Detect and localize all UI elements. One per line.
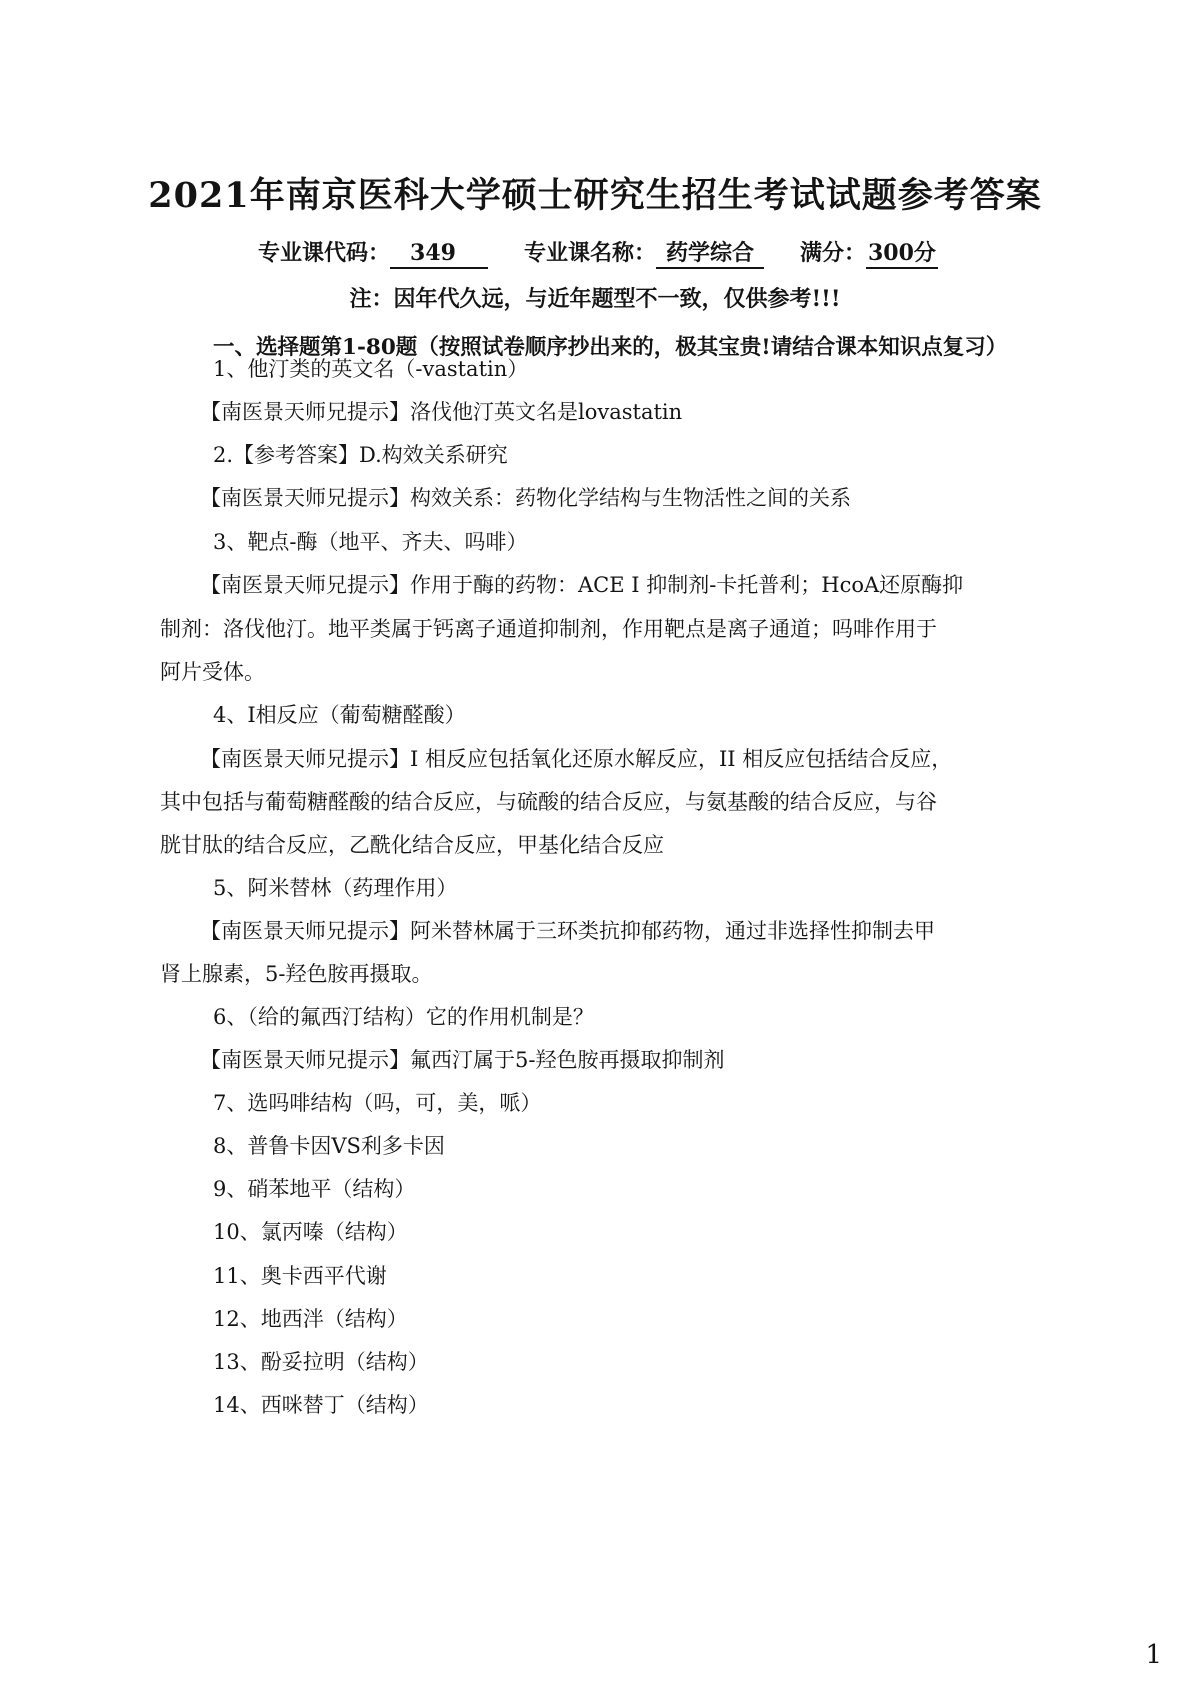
hint-line: 胱甘肽的结合反应，乙酰化结合反应，甲基化结合反应 (160, 833, 664, 857)
question-line: 11、奥卡西平代谢 (213, 1264, 387, 1288)
question-line: 1、他汀类的英文名（-vastatin） (213, 357, 529, 381)
disclaimer-note: 注：因年代久远，与近年题型不一致，仅供参考!!! (349, 286, 841, 312)
course-code-label: 专业课代码： (258, 240, 391, 266)
full-score-label: 满分： (799, 240, 866, 266)
hint-line: 【南医景天师兄提示】氟西汀属于5-羟色胺再摄取抑制剂 (200, 1048, 725, 1072)
question-line: 13、酚妥拉明（结构） (213, 1350, 429, 1374)
hint-line: 其中包括与葡萄糖醛酸的结合反应，与硫酸的结合反应，与氨基酸的结合反应，与谷 (160, 790, 937, 814)
question-line: 5、阿米替林（药理作用） (213, 876, 458, 900)
question-line: 8、普鲁卡因VS利多卡因 (213, 1134, 445, 1158)
document-title: 2021年南京医科大学硕士研究生招生考试试题参考答案 (148, 175, 1042, 216)
exam-meta (258, 236, 938, 269)
question-line: 3、靶点-酶（地平、齐夫、吗啡） (213, 530, 528, 554)
hint-line: 【南医景天师兄提示】I 相反应包括氧化还原水解反应，II 相反应包括结合反应， (200, 747, 953, 771)
hint-line: 阿片受体。 (160, 660, 265, 684)
full-score-value: 300分 (866, 241, 938, 269)
hint-line: 【南医景天师兄提示】作用于酶的药物：ACE I 抑制剂-卡托普利；HcoA还原酶抑 (200, 573, 964, 597)
section-heading: 一、选择题第1-80题（按照试卷顺序抄出来的，极其宝贵!请结合课本知识点复习） (213, 335, 1008, 360)
hint-line: 制剂：洛伐他汀。地平类属于钙离子通道抑制剂，作用靶点是离子通道；吗啡作用于 (160, 617, 937, 641)
question-line: 4、I相反应（葡萄糖醛酸） (213, 703, 466, 727)
question-line: 9、硝苯地平（结构） (213, 1177, 416, 1201)
answer-line: 2.【参考答案】D.构效关系研究 (213, 443, 508, 467)
question-line: 14、西咪替丁（结构） (213, 1393, 429, 1417)
hint-line: 【南医景天师兄提示】构效关系：药物化学结构与生物活性之间的关系 (200, 486, 851, 510)
hint-line: 【南医景天师兄提示】阿米替林属于三环类抗抑郁药物，通过非选择性抑制去甲 (200, 919, 935, 943)
question-line: 7、选吗啡结构（吗，可，美，哌） (213, 1091, 542, 1115)
question-line: 6、（给的氟西汀结构）它的作用机制是？ (213, 1005, 594, 1029)
course-name-value: 药学综合 (656, 241, 764, 269)
page-number: 1 (1145, 1640, 1162, 1670)
course-name-label: 专业课名称： (523, 240, 656, 266)
hint-line: 【南医景天师兄提示】洛伐他汀英文名是lovastatin (200, 400, 683, 424)
question-line: 12、地西泮（结构） (213, 1307, 408, 1331)
hint-line: 肾上腺素，5-羟色胺再摄取。 (160, 962, 433, 986)
question-line: 10、氯丙嗪（结构） (213, 1220, 408, 1244)
course-code-value: 349 (390, 241, 488, 269)
